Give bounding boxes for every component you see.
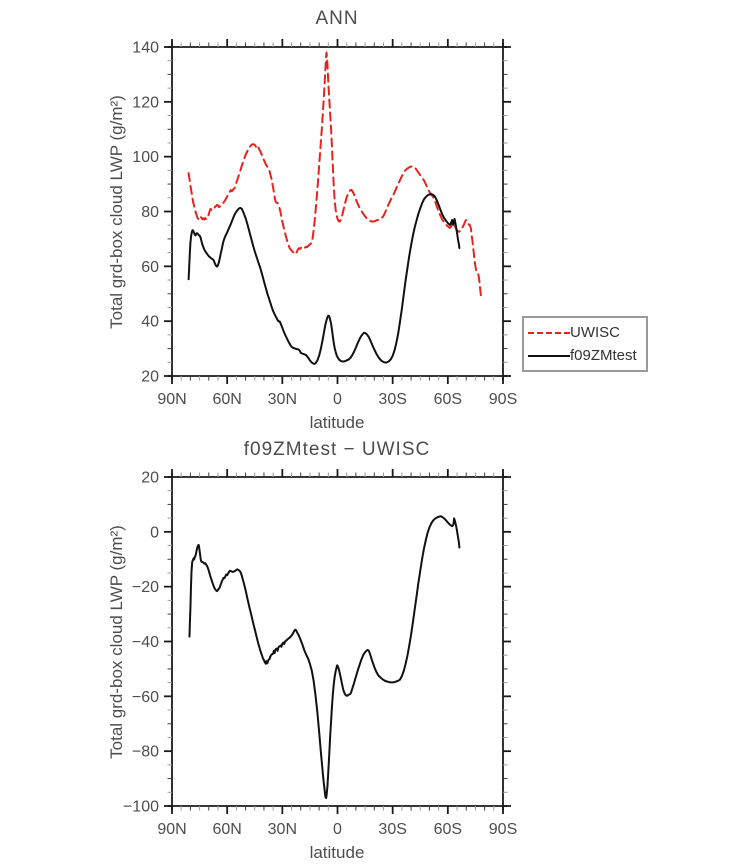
y-tick-label: 120 (132, 94, 159, 112)
x-tick-label: 60N (212, 821, 242, 838)
y-tick-label: 80 (141, 204, 159, 221)
legend-label-f09zmtest: f09ZMtest (570, 347, 637, 364)
x-tick-label: 30S (378, 391, 407, 408)
x-tick-label: 90S (488, 821, 518, 838)
y-tick-label: 60 (141, 258, 159, 276)
series-f09zmtest (189, 194, 460, 364)
top-chart-y-axis-label: Total grd-box cloud LWP (g/m²) (107, 95, 126, 329)
x-tick-label: 30S (378, 821, 407, 838)
top-chart-x-axis-label: latitude (309, 413, 365, 432)
x-tick-label: 90S (488, 391, 518, 408)
y-tick-label: −40 (131, 634, 159, 651)
y-tick-label: 20 (141, 368, 159, 386)
f09zmtest-line-sample-icon (528, 355, 570, 357)
legend-row-uwisc (528, 322, 645, 344)
x-tick-label: 0 (333, 821, 342, 838)
bottom-chart-canvas (0, 433, 733, 866)
y-tick-label: 100 (132, 149, 159, 167)
y-tick-label: −80 (131, 743, 159, 761)
series-uwisc (189, 53, 481, 296)
x-tick-label: 90N (157, 821, 187, 838)
legend (522, 316, 648, 372)
top-chart-plot-area (132, 39, 517, 408)
y-tick-label: −100 (122, 798, 159, 816)
y-tick-label: 20 (141, 469, 159, 487)
series-f09zmtest-uwisc (190, 516, 460, 798)
y-tick-label: −20 (131, 579, 159, 597)
y-tick-label: 40 (141, 313, 159, 331)
x-tick-label: 60N (212, 391, 242, 408)
bottom-chart (0, 433, 733, 866)
uwisc-line-sample-icon (528, 332, 570, 334)
bottom-chart-y-axis-label: Total grd-box cloud LWP (g/m²) (107, 525, 126, 759)
x-tick-label: 90N (157, 391, 187, 408)
x-tick-label: 0 (333, 391, 342, 408)
x-tick-label: 30N (267, 821, 298, 838)
legend-row-f09zmtest (528, 345, 645, 367)
bottom-chart-title: f09ZMtest − UWISC (243, 439, 431, 460)
x-tick-label: 60S (433, 391, 463, 408)
top-chart-title: ANN (315, 8, 359, 29)
bottom-chart-x-axis-label: latitude (309, 843, 365, 862)
y-tick-label: −60 (131, 688, 159, 706)
bottom-chart-plot-area (123, 469, 517, 838)
y-tick-label: 0 (150, 524, 159, 542)
x-tick-label: 60S (433, 821, 463, 838)
x-tick-label: 30N (267, 391, 298, 408)
y-tick-label: 140 (132, 39, 159, 57)
legend-label-uwisc: UWISC (570, 324, 620, 341)
